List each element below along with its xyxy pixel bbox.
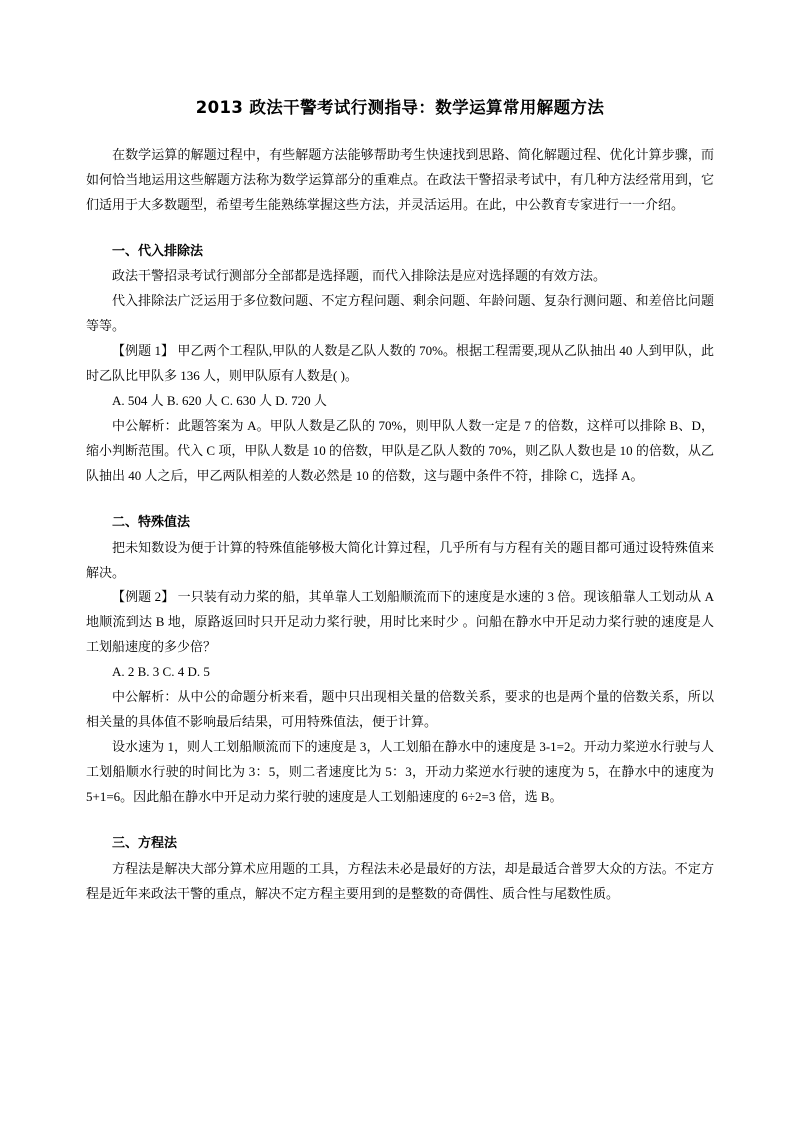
section-1-paragraph-1: 政法干警招录考试行测部分全部都是选择题，而代入排除法是应对选择题的有效方法。 — [112, 268, 607, 284]
page-title: 2013 政法干警考试行测指导：数学运算常用解题方法 — [195, 98, 605, 117]
section-heading-3: 三、方程法 — [112, 836, 178, 852]
section-heading-1: 一、代入排除法 — [112, 243, 204, 259]
section-2-options: A. 2 B. 3 C. 4 D. 5 — [112, 664, 210, 680]
spacer — [86, 218, 714, 240]
intro-paragraph: 在数学运算的解题过程中，有些解题方法能够帮助考生快速找到思路、简化解题过程、优化计算步骤，而如何恰当地运用这些解题方法称为数学运算部分的重难点。在政法干警招录考试中，有几种方法经常用到，它们适用于大多数题型，希望考生能熟练掌握这些方法，并灵活运用。在此，中公教育专家进行一一介绍。 — [86, 146, 714, 212]
section-2-solution: 设水速为 1，则人工划船顺流而下的速度是 3，人工划船在静水中的速度是 3-1=2。开动力桨逆水行驶与人工划船顺水行驶的时间比为 3：5，则二者速度比为 5：3，开动力桨逆水行驶的速度为 5，在静水中的速度为 5+1=6。因此船在静水中开足动力桨行驶的速度是人工划船速度的 6÷2=3 倍，选 B。 — [86, 739, 714, 805]
section-1-example-1: 【例题 1】 甲乙两个工程队,甲队的人数是乙队人数的 70%。根据工程需要,现从乙队抽出 40 人到甲队，此时乙队比甲队多 136 人，则甲队原有人数是( )。 — [86, 343, 714, 384]
spacer — [86, 810, 714, 832]
section-2-example-2: 【例题 2】 一只装有动力桨的船，其单靠人工划船顺流而下的速度是水速的 3 倍。现该船靠人工划动从 A 地顺流到达 B 地，原路返回时只开足动力桨行驶，用时比来时少 。问船在静水中开足动力桨行驶的速度是人工划船速度的多少倍？ — [86, 589, 714, 655]
section-3-paragraph-1: 方程法是解决大部分算术应用题的工具，方程法未必是最好的方法，却是最适合普罗大众的方法。不定方程是近年来政法干警的重点，解决不定方程主要用到的是整数的奇偶性、质合性与尾数性质。 — [86, 860, 714, 901]
section-2-analysis: 中公解析：从中公的命题分析来看，题中只出现相关量的倍数关系，要求的也是两个量的倍数关系，所以相关量的具体值不影响最后结果，可用特殊值法，便于计算。 — [86, 689, 714, 730]
section-1-options: A. 504 人 B. 620 人 C. 630 人 D. 720 人 — [112, 393, 327, 409]
section-1-paragraph-2: 代入排除法广泛运用于多位数问题、不定方程问题、剩余问题、年龄问题、复杂行测问题、和差倍比问题等等。 — [86, 293, 714, 334]
section-1-analysis: 中公解析：此题答案为 A。甲队人数是乙队的 70%，则甲队人数一定是 7 的倍数，这样可以排除 B、D，缩小判断范围。代入 C 项，甲队人数是 10 的倍数，甲队是乙队人数的 70%，则乙队人数也是 10 的倍数，从乙队抽出 40 人之后，甲乙两队相差的人数必然是 10 的倍数，这与题中条件不符，排除 C，选择 A。 — [86, 418, 714, 483]
section-heading-2: 二、特殊值法 — [112, 514, 191, 530]
section-2-paragraph-1: 把未知数设为便于计算的特殊值能够极大简化计算过程，几乎所有与方程有关的题目都可通过设特殊值来解决。 — [86, 539, 714, 580]
spacer — [86, 489, 714, 511]
